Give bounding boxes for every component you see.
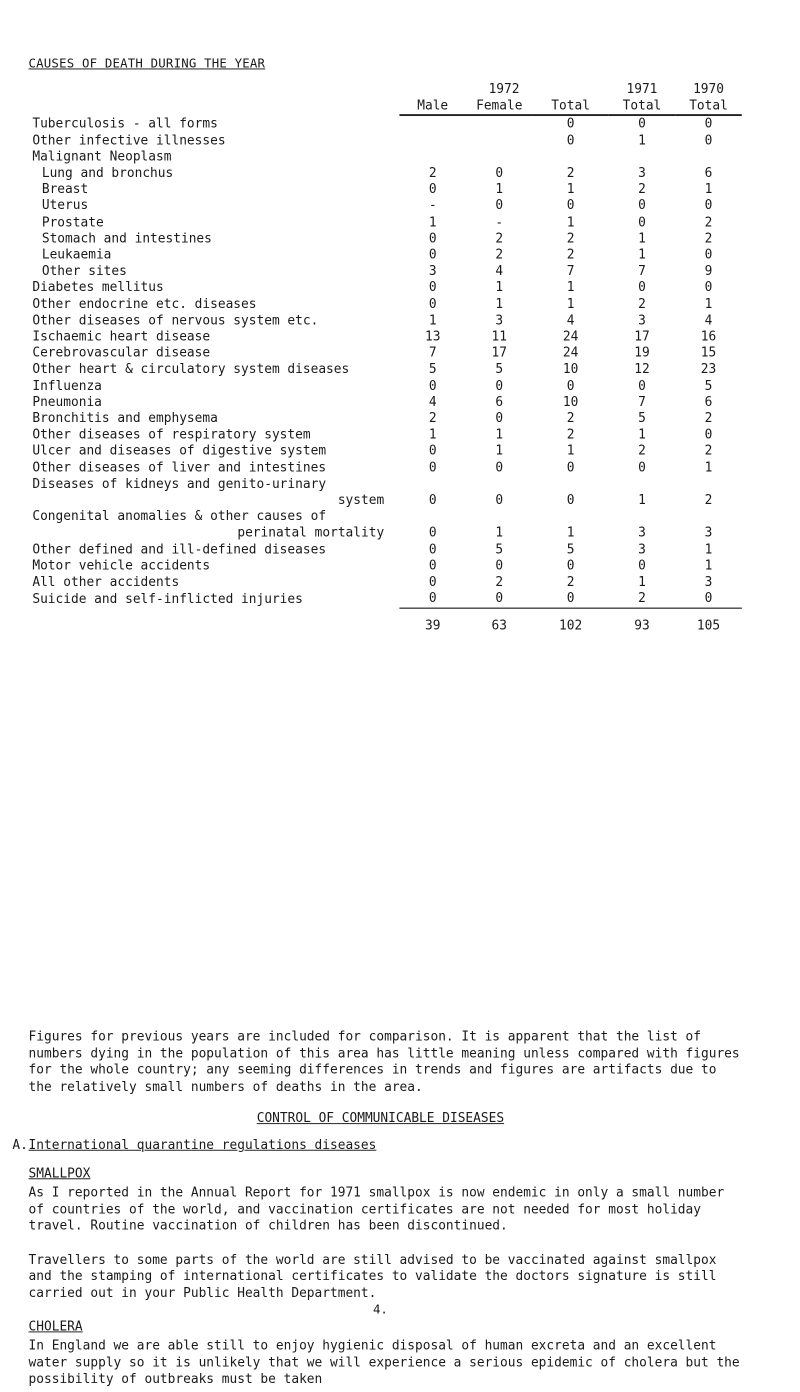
cell-y1970: 0 [704,132,713,148]
table-body [19,115,742,607]
cell-female: 2 [495,247,504,263]
cell-total: 2 [566,410,575,427]
cell-y1971: 1 [638,427,646,443]
cell-y1971: 12 [634,361,650,378]
cause-label: Tuberculosis - all forms [32,116,218,132]
cause-label: Stomach and intestines [41,230,212,247]
cell-male [399,476,466,492]
cell-female: 1 [495,525,504,541]
table-row [19,362,742,378]
cause-label: Lung and bronchus [41,165,174,181]
table-row [19,215,742,231]
table-row [19,231,742,247]
causes-of-death-table [19,82,742,634]
year-1972-header: 1972 [488,81,520,98]
cause-label: Motor vehicle accidents [32,558,211,574]
cell-total: 10 [562,361,579,378]
cell-female: 6 [495,394,504,410]
cell-total [533,509,609,525]
cause-label: Leukaemia [41,247,112,263]
cell-y1971 [609,149,676,165]
cell-y1970: 3 [704,574,713,590]
cell-y1971: 0 [638,198,646,214]
cause-label: Suicide and self-inflicted injuries [32,591,303,607]
cause-label: Breast [41,181,89,198]
cell-total: 0 [566,198,575,214]
table-row [19,476,742,492]
cell-male: 0 [428,280,437,296]
cell-total: 4 [566,312,575,328]
cell-total: 5 [566,541,575,557]
cell-y1970: 1 [704,558,713,574]
cell-y1970: 0 [704,198,713,214]
cell-female: 5 [495,361,504,378]
cell-y1970: 15 [700,345,717,361]
cell-y1970 [675,509,742,525]
cause-label: Congenital anomalies & other causes of [32,509,327,525]
cell-total: 1 [566,214,575,230]
cell-y1970: 6 [704,394,713,410]
table-row [19,313,742,329]
cell-female: 1 [495,181,504,198]
cholera-heading: CHOLERA [28,1319,83,1335]
cell-y1971: 3 [638,312,646,328]
cell-total: 1 [566,280,575,296]
cell-y1970: 6 [704,165,713,181]
cell-y1971: 1 [638,132,646,148]
cell-male: 13 [424,329,441,345]
cell-y1970: 2 [704,492,713,508]
cell-female [466,115,533,132]
total-female: 63 [491,617,508,633]
cell-y1971: 3 [638,541,646,557]
control-heading: CONTROL OF COMMUNICABLE DISEASES [256,1110,505,1126]
total-1971: 93 [634,617,650,633]
cell-female [466,476,533,492]
cell-female: 0 [466,591,533,608]
total-1970: 105 [696,617,721,633]
smallpox-heading: SMALLPOX [28,1165,91,1182]
cell-female: 0 [495,558,504,574]
table-row [19,493,742,509]
cell-female: 1 [495,443,504,459]
cell-female: 1 [495,427,504,443]
cell-male: 0 [428,443,437,459]
cause-label: Other diseases of nervous system etc. [32,312,319,328]
cell-total: 7 [566,263,575,279]
cell-y1971: 0 [638,116,646,132]
cell-male: - [428,198,437,214]
cell-male: 0 [428,247,437,263]
cell-total: 1 [566,525,575,541]
cell-female: 2 [495,574,504,590]
cell-male: 4 [428,394,437,410]
cause-label: Pneumonia [32,394,102,410]
cell-female: 11 [491,329,508,345]
cause-label: Diabetes mellitus [32,280,164,296]
table-row [19,115,742,132]
cause-label: system [337,492,385,508]
cell-y1971: 3 [638,525,646,541]
cell-y1970: 1 [704,541,713,557]
cell-female: 17 [491,345,508,361]
cell-y1971: 0 [638,459,646,476]
cause-label: Other infective illnesses [32,132,226,148]
table-row [19,411,742,427]
cell-y1970: 0 [704,247,713,263]
cell-male: 2 [428,165,437,181]
cell-female: 0 [495,410,504,427]
year-header-row [19,82,742,98]
table-row [19,574,742,590]
table-row [19,378,742,394]
cause-label: Bronchitis and emphysema [32,410,218,427]
total-1972: 102 [559,617,583,633]
cell-male: 5 [428,361,437,378]
cell-male: 0 [428,230,437,247]
table-row [19,247,742,263]
cell-total: 0 [566,459,575,476]
cause-label: Influenza [32,378,102,394]
cell-total: 2 [566,165,575,181]
section-letter: A. [12,1137,28,1153]
table-row [19,264,742,280]
cell-y1970 [675,149,742,165]
cell-male [399,509,466,525]
cell-total: 2 [566,247,575,263]
cell-y1971 [609,476,676,492]
cholera-paragraph-1: In England we are able still to enjoy hygienic disposal of human excreta and an excellent water supply so it is unlikely that we will experience a serious epidemic of cholera but the possibility of outbreaks must be taken [28,1338,740,1387]
cell-y1971: 3 [638,165,646,181]
cell-y1970: 3 [704,525,713,541]
cell-total: 10 [562,394,579,410]
cell-female: 0 [495,165,504,181]
cell-female: 0 [495,378,504,394]
cell-y1971: 1 [638,230,646,247]
cell-total: 1 [566,443,575,459]
cell-male: 0 [428,181,437,198]
cause-label: Other defined and ill-defined diseases [32,541,327,557]
total-1970-column-header: Total [675,98,742,115]
cell-male: 0 [428,492,437,508]
cell-y1970 [675,476,742,492]
cell-male: 1 [428,214,437,230]
cell-total [533,476,609,492]
cell-total: 24 [562,345,579,361]
cell-y1970: 0 [675,591,742,608]
table-row [19,296,742,312]
cell-y1970: 2 [704,214,713,230]
cause-label: Other heart & circulatory system diseases [32,361,350,378]
table-row [19,345,742,361]
cell-male: 0 [428,378,437,394]
cell-female: 2 [495,230,504,247]
cause-label: Malignant Neoplasm [32,149,172,165]
section-a-heading: International quarantine regulations diseases [28,1137,377,1153]
column-header-row [19,98,742,115]
table-row [19,591,742,608]
cell-male [399,133,466,149]
cell-y1971: 1 [638,574,646,590]
total-column-header: Total [533,98,609,115]
year-1971-header: 1971 [626,81,658,98]
cell-y1970: 1 [704,296,713,312]
table-row [19,427,742,443]
cell-male: 1 [428,312,437,328]
cell-total: 0 [566,132,575,148]
cell-male [399,149,466,165]
cell-y1971: 7 [638,263,646,279]
cell-total: 0 [566,558,575,574]
cell-y1970: 1 [704,459,713,476]
smallpox-paragraph-1: As I reported in the Annual Report for 1971 smallpox is now endemic in only a small number of countries of the world, and vaccination certificates are not needed for most holiday travel. Routine vaccination of children has been discontinued. [28,1184,725,1234]
table-row [19,460,742,476]
cause-label: perinatal mortality [237,525,385,541]
table-row [19,542,742,558]
cell-male: 0 [428,541,437,557]
cell-y1971: 5 [638,410,646,427]
table-row [19,525,742,541]
cell-female: - [495,214,504,230]
cell-total: 2 [566,427,575,443]
year-1970-header: 1970 [693,81,724,98]
smallpox-paragraph-2: Travellers to some parts of the world are still advised to be vaccinated against smallpox and the stamping of international certificates to validate the doctors signature is still carried out in your Public Health Department. [28,1252,717,1301]
cell-total: 24 [562,329,579,345]
cell-male [399,115,466,132]
page-title: CAUSES OF DEATH DURING THE YEAR [28,57,266,72]
cause-label: Uterus [41,198,89,214]
cell-female: 0 [495,198,504,214]
cell-male: 0 [428,525,437,541]
cell-y1970: 16 [700,329,717,345]
cell-y1970: 0 [704,427,713,443]
table-row [19,149,742,165]
cell-female: 0 [495,492,504,508]
cell-male: 0 [399,591,466,608]
cell-total: 1 [566,296,575,312]
cell-y1971: 7 [638,394,646,410]
cell-female [466,133,533,149]
total-male: 39 [424,617,441,633]
cell-y1970: 2 [704,230,713,247]
cell-total: 1 [566,181,575,198]
cell-y1971: 19 [634,345,650,361]
cell-male: 3 [428,263,437,279]
cause-label: Other endocrine etc. diseases [32,296,257,312]
cell-y1971: 0 [638,280,646,296]
cell-total: 2 [566,230,575,247]
cell-male: 0 [428,296,437,312]
cell-male: 0 [428,459,437,476]
cell-total: 0 [533,591,609,608]
table-row [19,558,742,574]
table-row [19,133,742,149]
cell-male: 0 [428,574,437,590]
cell-y1971: 1 [638,492,646,508]
cell-y1970: 0 [704,280,713,296]
cause-label: Diseases of kidneys and genito-urinary [32,476,327,492]
cell-male: 0 [428,558,437,574]
cell-y1971: 2 [638,443,646,459]
female-column-header: Female [466,98,533,115]
cell-total: 0 [566,116,575,132]
total-1971-column-header: Total [609,98,676,115]
cell-total: 2 [566,574,575,590]
cell-y1971: 2 [609,591,676,608]
cell-y1971: 2 [638,296,646,312]
cell-male: 7 [428,345,437,361]
cell-total [533,149,609,165]
cell-female [466,149,533,165]
cause-label: Ulcer and diseases of digestive system [32,443,327,459]
comparison-note-paragraph: Figures for previous years are included for comparison. It is apparent that the list of numbers dying in the population of this area has little meaning unless compared with figures for the whole country; any seeming differences in trends and figures are artifacts due to the relatively small numbers of deaths in the area. [28,1028,740,1095]
cell-y1970: 2 [704,410,713,427]
cell-y1971: 1 [638,247,646,263]
cause-label: Prostate [41,214,104,230]
cell-y1970: 9 [704,263,713,279]
cell-y1971: 0 [638,558,646,574]
cause-label: Other diseases of respiratory system [32,427,311,443]
cell-y1970: 0 [704,116,713,132]
page-number: 4. [372,1302,388,1318]
cell-female: 1 [495,296,504,312]
causes-of-death-table-container [19,82,751,634]
cell-y1970: 23 [700,361,717,378]
cell-y1971: 0 [638,378,646,394]
cause-label: All other accidents [32,574,180,590]
cell-total: 0 [566,492,575,508]
cell-male: 1 [428,427,437,443]
cell-female: 4 [495,263,504,279]
cell-female: 5 [495,541,504,557]
totals-row [19,608,742,634]
cell-female [466,509,533,525]
cell-y1971 [609,509,676,525]
table-row [19,444,742,460]
table-row [19,198,742,214]
cell-female: 3 [495,312,504,328]
table-row [19,329,742,345]
cell-y1970: 5 [704,378,713,394]
cell-y1970: 1 [704,181,713,198]
male-column-header: Male [399,98,466,115]
cause-label: Other sites [41,263,127,279]
cause-label: Other diseases of liver and intestines [32,459,327,476]
cell-y1970: 4 [704,312,713,328]
cell-y1970: 2 [704,443,713,459]
table-row [19,509,742,525]
cell-y1971: 0 [638,214,646,230]
cell-y1971: 2 [638,181,646,198]
cell-female: 0 [495,459,504,476]
cell-male: 2 [428,410,437,427]
table-row [19,165,742,181]
cell-y1971: 17 [634,329,650,345]
cell-total: 0 [566,378,575,394]
cell-female: 1 [495,280,504,296]
table-row [19,182,742,198]
cause-label: Ischaemic heart disease [32,329,211,345]
table-row [19,280,742,296]
cause-label: Cerebrovascular disease [32,345,211,361]
table-row [19,395,742,411]
